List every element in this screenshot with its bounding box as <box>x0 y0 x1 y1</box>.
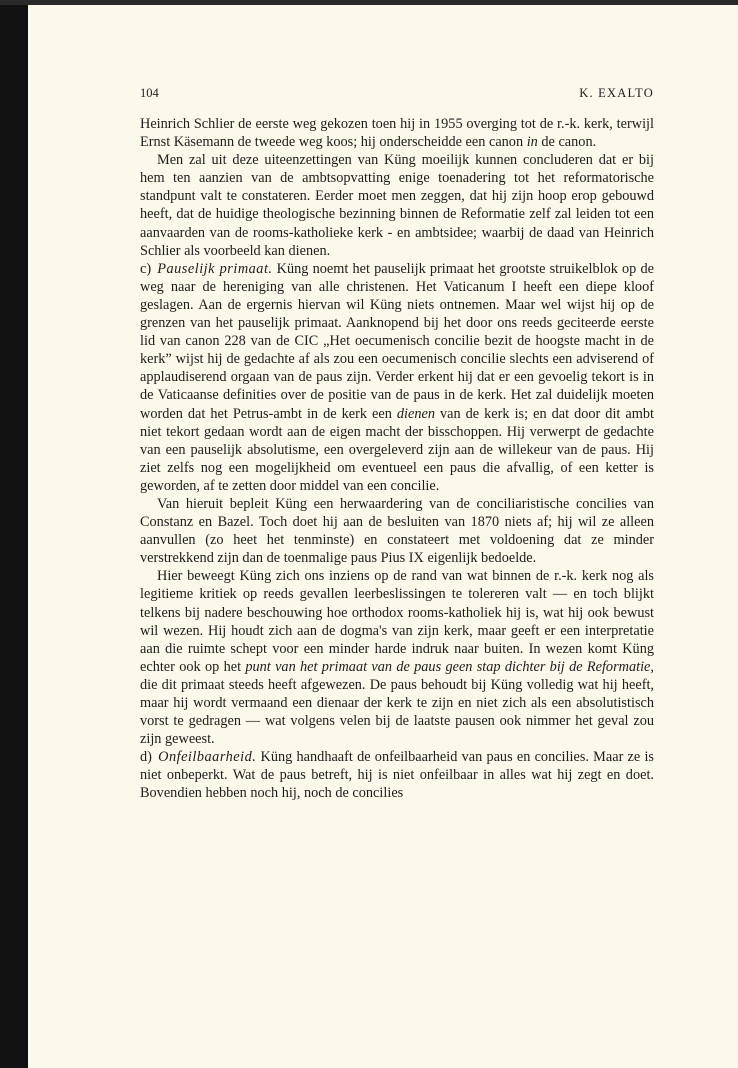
paragraph-5-text: Hier beweegt Küng zich ons inziens op de rand van wat binnen de r.-k. kerk nog als legitieme kritiek op reeds gevallen leerbeslissingen te tolereren valt — en toch blijkt telkens bij nadere beschouwing hoe orthodox rooms-katholiek hij is, wat hij ook bewust wil wezen. Hij houdt zich aan de dogma's van zijn kerk, maar geeft er een interpretatie aan die ruimte schept voor een minder harde indruk naar buiten. In wezen komt Küng echter ook op het <box>140 568 654 675</box>
scan-top-edge <box>0 0 738 5</box>
paragraph-1-text-end: de canon. <box>537 134 597 151</box>
paragraph-1-emphasis: in <box>526 134 538 151</box>
paragraph-1-text: Heinrich Schlier de eerste weg gekozen toen hij in 1955 overging tot de r.-k. kerk, terwijl Ernst Käsemann de tweede weg koos; hij onderscheidde een canon <box>140 116 654 151</box>
section-c-text: Küng noemt het pauselijk primaat het grootste struikelblok op de weg naar de hereniging van alle christenen. Het Vaticanum I heeft een diepe kloof geslagen. Aan de ergernis hiervan wil Küng niets ontnemen. Maar wel wijst hij op de grenzen van het pauselijk primaat. Aanknopend bij het door ons reeds geciteerde eerste lid van canon 228 van de CIC „Het oecumenisch concilie bezit de hoogste macht in de kerk” wijst hij de gedachte af als zou een oecumenisch concilie slechts een adviserend of applaudiserend orgaan van de paus zijn. Verder erkent hij dat er een gevoelig tekort is in de Vaticaanse definities over de positie van de paus in de kerk. Het zal duidelijk moeten worden dat het Petrus-ambt in de kerk een <box>140 260 654 422</box>
paragraph-4: Van hieruit bepleit Küng een herwaardering van de conciliaristische concilies van Constanz en Bazel. Toch doet hij aan de besluiten van 1870 niets af; hij wil ze alleen aanvullen (zo heet het tenminste) en constateert met voldoening dat ze minder verstrekkend zijn dan de toenmalige paus Pius IX eigenlijk bedoelde. <box>140 495 654 567</box>
section-d-heading: Onfeilbaarheid. <box>158 749 257 766</box>
paragraph-5 <box>140 567 654 748</box>
page-number: 104 <box>140 86 159 100</box>
paragraph-5-emphasis: punt van het primaat van de paus geen stap dichter bij de Reformatie, <box>245 658 654 675</box>
section-c-label: c) <box>140 260 152 277</box>
section-c-heading: Pauselijk primaat. <box>157 260 273 277</box>
scan-left-edge <box>0 0 28 1068</box>
paragraph-1 <box>140 115 654 151</box>
section-c-emphasis: dienen <box>396 405 435 422</box>
section-c-text-end: van de kerk is; en dat door dit ambt niet tekort gedaan wordt aan de eigen macht der bisschoppen. Hij verwerpt de gedachte van een pauselijk absolutisme, een overgeleverd zijn aan de willekeur van de paus. Hij ziet zelfs nog een mogelijkheid om eventueel een paus die afvallig, of een ketter is geworden, af te zetten door middel van een concilie. <box>140 405 655 494</box>
running-title: K. EXALTO <box>579 86 654 100</box>
book-page <box>140 86 654 803</box>
paragraph-5-text-end: die dit primaat steeds heeft afgewezen. De paus behoudt bij Küng volledig wat hij heeft, maar hij wordt vermaand een dienaar der kerk te zijn en niet zich als een absolutistisch vorst te gedragen — wat volgens velen bij de laatste pausen ook nimmer het geval zou zijn geweest. <box>140 676 654 748</box>
body-text <box>140 115 654 803</box>
section-d-label: d) <box>140 749 152 766</box>
section-c <box>140 260 654 495</box>
section-d-text: Küng handhaaft de onfeilbaarheid van paus en concilies. Maar ze is niet onbeperkt. Wat de paus betreft, hij is niet onfeilbaar in alles wat hij zegt en doet. Bovendien hebben noch hij, noch de concilies <box>140 749 654 802</box>
running-head <box>140 86 654 110</box>
section-d <box>140 748 654 802</box>
paragraph-2: Men zal uit deze uiteenzettingen van Küng moeilijk kunnen concluderen dat er bij hem ten aanzien van de ambtsopvatting enige toenadering tot het reformatorische standpunt valt te constateren. Eerder moet men zeggen, dat hij zijn hoop erop gebouwd heeft, dat de huidige theologische bezinning binnen de Reformatie zelf zal leiden tot een aanvaarden van de rooms-katholieke kerk - en ambtsidee; waarbij de daad van Heinrich Schlier als voorbeeld kan dienen. <box>140 152 654 259</box>
